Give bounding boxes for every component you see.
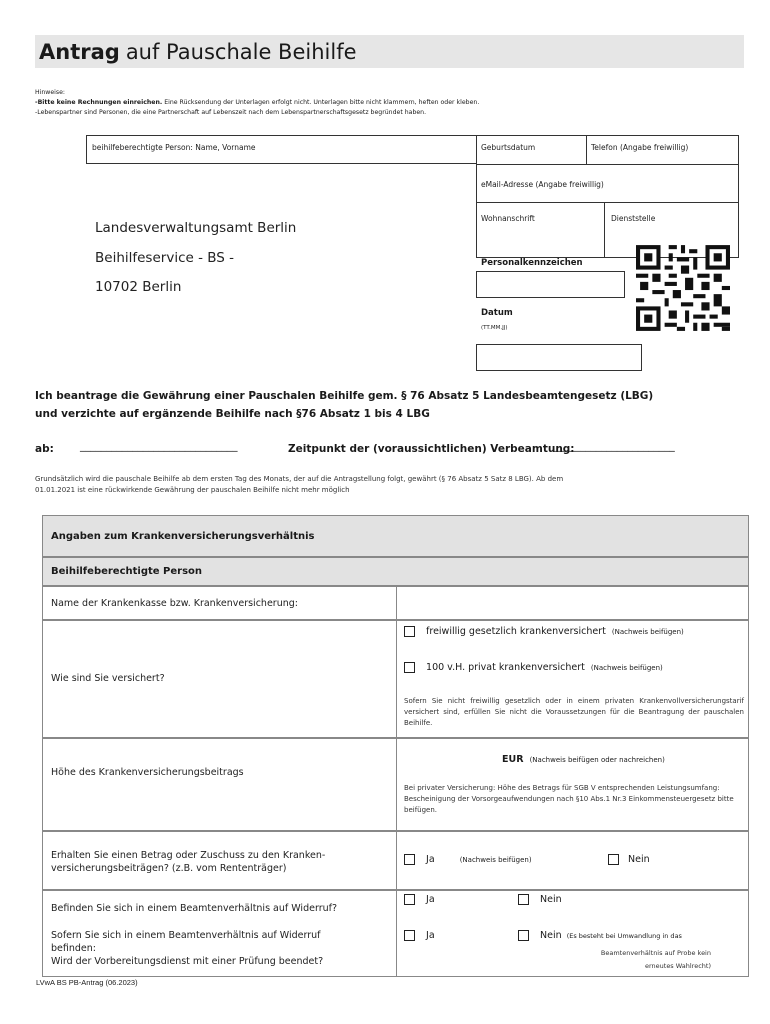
principle-note: Grundsätzlich wird die pauschale Beihilfe ab dem ersten Tag des Monats, der auf die Antragstellung folgt, gewährt (§ 76 Absatz 5 Satz 8 LBG). Ab dem 01.01.2021 ist eine rückwirkende Gewährung der pauschalen Beihilfe nicht mehr möglich (35, 475, 564, 494)
table-header: Angaben zum Krankenversicherungsverhältnis (42, 515, 749, 557)
person-label: beihilfeberechtigte Person: Name, Vorname (92, 143, 256, 152)
checkbox-exam-yes[interactable] (404, 930, 415, 941)
table-row-subsidy: Erhalten Sie einen Betrag oder Zuschuss zu den Kranken- versicherungsbeiträgen? (z.B. vom Rententräger) (42, 831, 749, 890)
checkbox-private[interactable] (404, 662, 415, 673)
amount-note: Bei privater Versicherung: Höhe des Betrags für SGB V entsprechenden Leistungsumfang: Bescheinigung der Vorsorgeaufwendungen nach §10 Abs.1 Nr.3 Einkommensteuergesetz bitte beifügen. (404, 784, 734, 814)
qr-code-icon (636, 244, 730, 332)
personal-data-grid (476, 135, 739, 258)
personnel-number-input[interactable] (476, 271, 625, 298)
option-voluntary[interactable]: freiwillig gesetzlich krankenversichert (Nachweis beifügen) (404, 626, 684, 637)
title-rest: auf Pauschale Beihilfe (125, 39, 357, 64)
hints (35, 88, 755, 118)
checkbox-revocable-no[interactable] (518, 894, 529, 905)
date-format: (TT.MM.JJ) (481, 325, 508, 331)
application-line1: Ich beantrage die Gewährung einer Pauschalen Beihilfe gem. § 76 Absatz 5 Landesbeamtengesetz (LBG) (35, 390, 654, 402)
hint-bold: -Bitte keine Rechnungen einreichen. (35, 99, 163, 106)
footer-form-id: LVwA BS PB-Antrag (06.2023) (36, 978, 138, 987)
insured-note: Sofern Sie nicht freiwillig gesetzlich oder in einem privaten Krankenvollversicherungstarif versichert sind, erfüllen Sie nicht die Voraussetzungen für die Beantragung der pauschalen Beihilfe. (404, 697, 744, 727)
table-row-insurer: Name der Krankenkasse bzw. Krankenversicherung: (42, 586, 749, 620)
hints-heading: Hinweise: (35, 89, 65, 96)
insurer-input[interactable] (396, 586, 749, 620)
checkbox-voluntary[interactable] (404, 626, 415, 637)
subsidy-yes[interactable]: Ja (Nachweis beifügen) (404, 854, 532, 865)
checkbox-exam-no[interactable] (518, 930, 529, 941)
residence-field[interactable]: Wohnanschrift (481, 214, 535, 223)
civil-service-input[interactable]: _______________________ (554, 440, 675, 452)
subsidy-no[interactable]: Nein (608, 854, 650, 865)
personnel-number-label: Personalkennzeichen (481, 258, 583, 268)
address-line2: Beihilfeservice - BS - (95, 250, 235, 266)
table-row-insured: Wie sind Sie versichert? (42, 620, 749, 738)
title-bar (35, 35, 744, 68)
exam-note: Beamtenverhältnis auf Probe kein erneutes Wahlrecht) (600, 949, 711, 970)
address-line1: Landesverwaltungsamt Berlin (95, 220, 297, 236)
application-line2: und verzichte auf ergänzende Beihilfe nach §76 Absatz 1 bis 4 LBG (35, 408, 430, 420)
birthdate-field[interactable]: Geburtsdatum (481, 143, 536, 152)
checkbox-subsidy-yes[interactable] (404, 854, 415, 865)
title-bold: Antrag (39, 39, 120, 64)
date-label: Datum (481, 308, 513, 318)
table-row-revocable: Befinden Sie sich in einem Beamtenverhältnis auf Widerruf? Sofern Sie sich in einem Beamtenverhältnis auf Widerruf befinden: Wird der Vorbereitungsdienst mit einer Prüfung beendet? (42, 890, 749, 977)
checkbox-revocable-yes[interactable] (404, 894, 415, 905)
eur-amount-input[interactable]: EUR (Nachweis beifügen oder nachreichen) (502, 754, 665, 765)
revocable-no[interactable]: Nein (518, 894, 562, 905)
revocable-yes[interactable]: Ja (404, 894, 435, 905)
hint-rest: Eine Rücksendung der Unterlagen erfolgt nicht. Unterlagen bitte nicht klammern, heften oder kleben. (164, 99, 480, 106)
person-field[interactable] (86, 135, 477, 164)
address-line3: 10702 Berlin (95, 279, 182, 295)
exam-no[interactable]: Nein (Es besteht bei Umwandlung in das (518, 930, 682, 941)
phone-field[interactable]: Telefon (Angabe freiwillig) (591, 143, 689, 152)
email-field[interactable]: eMail-Adresse (Angabe freiwillig) (481, 180, 604, 189)
checkbox-subsidy-no[interactable] (608, 854, 619, 865)
office-field[interactable]: Dienststelle (611, 214, 656, 223)
hint-partner: -Lebenspartner sind Personen, die eine Partnerschaft auf Lebenszeit nach dem Lebenspartnerschaftsgesetz begründet haben. (35, 109, 427, 116)
civil-service-label: Zeitpunkt der (voraussichtlichen) Verbeamtung: (288, 443, 575, 455)
table-subheader: Beihilfeberechtigte Person (42, 557, 749, 586)
date-input[interactable] (476, 344, 642, 371)
table-row-amount: Höhe des Krankenversicherungsbeitrags (42, 738, 749, 831)
from-input[interactable]: ______________________________ (80, 440, 238, 452)
exam-yes[interactable]: Ja (404, 930, 435, 941)
from-label: ab: (35, 443, 54, 455)
option-private[interactable]: 100 v.H. privat krankenversichert (Nachweis beifügen) (404, 662, 663, 673)
